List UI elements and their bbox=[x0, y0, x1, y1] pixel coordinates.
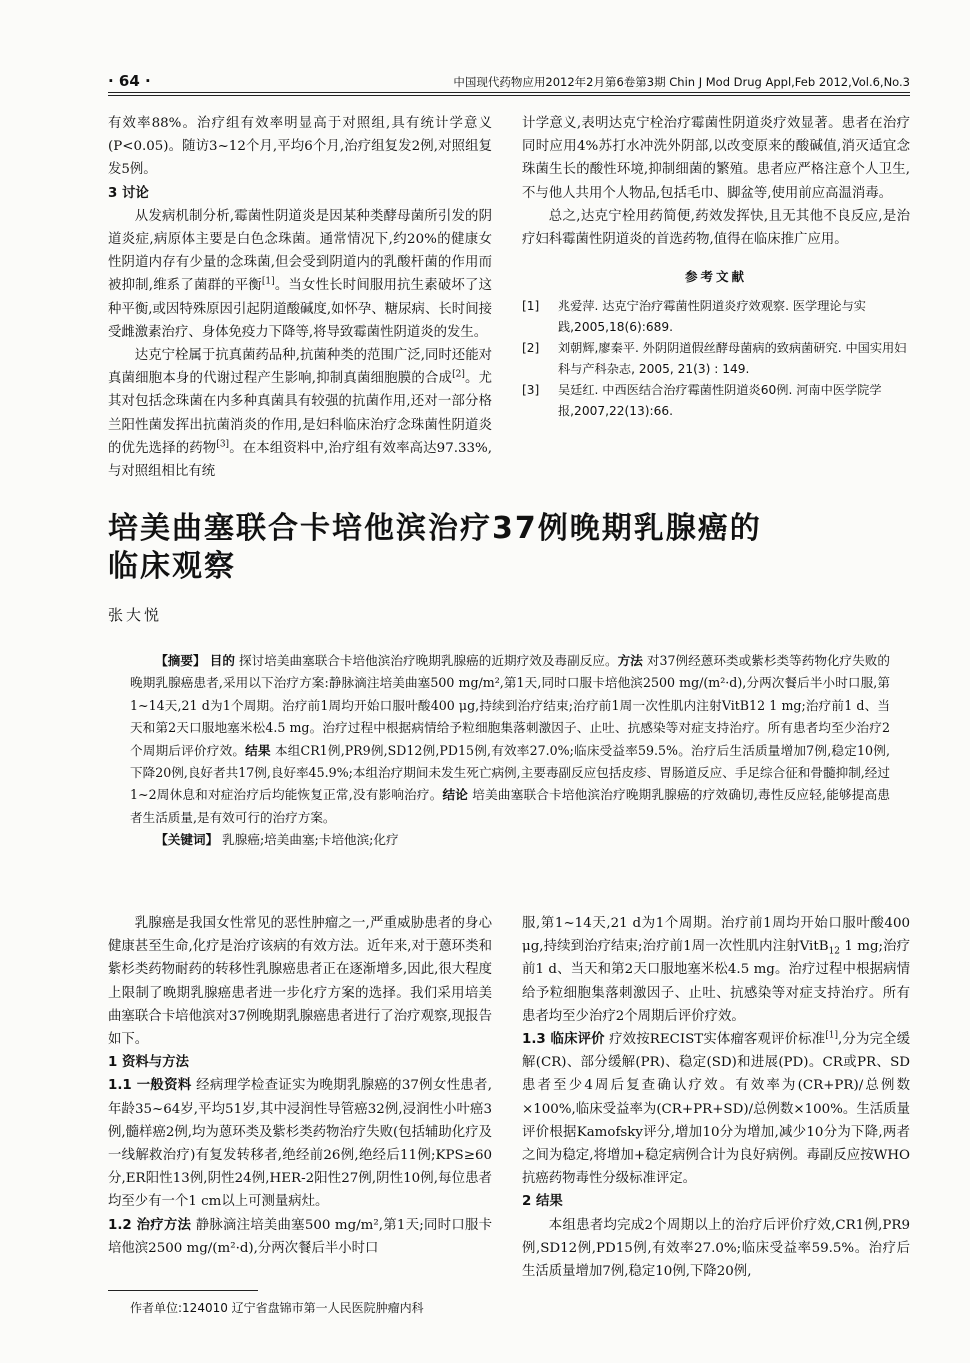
abstract-key: 目的 bbox=[209, 653, 235, 668]
paragraph: 1.1 一般资料 经病理学检查证实为晚期乳腺癌的37例女性患者,年龄35~64岁,平均51岁,其中浸润性导管癌32例,浸润性小叶癌3例,髓样癌2例,均为蒽环类及紫杉类药物治疗失败(包括辅助化疗及一线解救治疗)有复发转移者,绝经前26例,绝经后11例;KPS≥60分,ER阳性13例,阴性24例,HER-2阳性27例,阴性10例,每位患者均至少有一个1 cm以上可测量病灶。 bbox=[108, 1078, 492, 1210]
footnote-text: 作者单位:124010 辽宁省盘锦市第一人民医院肿瘤内科 bbox=[130, 1301, 424, 1315]
section-heading-methods: 1 资料与方法 bbox=[108, 1055, 189, 1071]
title-line: 临床观察 bbox=[108, 549, 236, 584]
references-list bbox=[522, 296, 910, 422]
paragraph: 达克宁栓属于抗真菌药品种,抗菌种类的范围广泛,同时还能对真菌细胞本身的代谢过程产生影响,抑制真菌细胞膜的合成[2]。尤其对包括念珠菌在内多种真菌具有较强的抗菌作用,还对一部分格兰阳性菌发挥出抗菌消炎的作用,是妇科临床治疗念珠菌性阴道炎的优先选择的药物[3]。在本组资料中,治疗组有效率高达97.33%,与对照组相比有统 bbox=[108, 348, 492, 480]
paragraph: 从发病机制分析,霉菌性阴道炎是因某种类酵母菌所引发的阴道炎症,病原体主要是白色念珠菌。通常情况下,约20%的健康女性阴道内存有少量的念珠菌,但会受到阴道内的乳酸杆菌的作用而被抑制,维系了菌群的平衡[1]。当女性长时间服用抗生素破坏了这种平衡,或因特殊原因引起阴道酸碱度,如怀孕、糖尿病、长时间接受雌激素治疗、身体免疫力下降等,将导致霉菌性阴道炎的发生。 bbox=[108, 208, 492, 340]
reference-item bbox=[522, 380, 910, 422]
citation-ref: [1] bbox=[261, 276, 275, 287]
section-heading-results: 2 结果 bbox=[522, 1194, 563, 1210]
article-title bbox=[108, 510, 910, 586]
reference-number: [2] bbox=[522, 341, 540, 356]
paragraph: 1.3 临床评价 疗效按RECIST实体瘤客观评价标准[1],分为完全缓解(CR)、部分缓解(PR)、稳定(SD)和进展(PD)。CR或PR、SD患者至少4周后复查确认疗效。有效率为(CR+PR)/总例数×100%,临床受益率为(CR+PR+SD)/总例数×100%。生活质量评价根据Kamofsky评分,增加10分为增加,减少10分为下降,两者之间为稳定,将增加+稳定病例合计为良好病例。毒副反应按WHO抗癌药物毒性分级标准评定。 bbox=[522, 1030, 910, 1187]
paragraph: 服,第1~14天,21 d为1个周期。治疗前1周均开始口服叶酸400 μg,持续到治疗结束;治疗前1周一次性肌内注射VitB$_{12}$ 1 mg;治疗前1 d、当天和第2天口服地塞米松4.5 mg。治疗过程中根据病情给予粒细胞集落刺激因子、止吐、抗感染等对症支持治疗。所有患者均至少治疗2个周期后评价疗效。 bbox=[522, 916, 910, 1024]
reference-item bbox=[522, 296, 910, 338]
article-left-column bbox=[108, 912, 492, 1260]
subsection-heading: 1.1 一般资料 bbox=[108, 1078, 192, 1094]
prev-article-left-column bbox=[108, 112, 492, 483]
footnote-rule bbox=[108, 1290, 258, 1291]
abstract bbox=[130, 650, 890, 852]
subscript: 12 bbox=[828, 946, 841, 957]
reference-text: 刘朝辉,廖秦平. 外阴阴道假丝酵母菌病的致病菌研究. 中国实用妇科与产科杂志, 2005, 21(3) : 149. bbox=[558, 341, 907, 377]
article-right-column bbox=[522, 912, 910, 1283]
keywords: 【关键词】 乳腺癌;培美曲塞;卡培他滨;化疗 bbox=[155, 832, 399, 848]
paragraph: 1.2 治疗方法 静脉滴注培美曲塞500 mg/m²,第1天;同时口服卡培他滨2500 mg/(m²·d),分两次餐后半小时口 bbox=[108, 1217, 492, 1256]
prev-article-right-column bbox=[522, 112, 910, 422]
reference-text: 兆爱萍. 达克宁治疗霉菌性阴道炎疗效观察. 医学理论与实践,2005,18(6):689. bbox=[558, 299, 866, 335]
paragraph: 有效率88%。治疗组有效率明显高于对照组,具有统计学意义(P<0.05)。随访3~12个月,平均6个月,治疗组复发2例,对照组复发5例。 bbox=[108, 116, 492, 178]
citation-ref: [2] bbox=[452, 369, 465, 380]
abstract-body: 【摘要】 目的 探讨培美曲塞联合卡培他滨治疗晚期乳腺癌的近期疗效及毒副反应。方法 对37例经蒽环类或紫杉类等药物化疗失败的晚期乳腺癌患者,采用以下治疗方案:静脉滴注培美曲塞500 mg/m²,第1天,同时口服卡培他滨2500 mg/(m²·d),分两次餐后半小时口服,第1~14天,21 d为1个周期。治疗前1周均开始口服叶酸400 μg,持续到治疗结束;治疗前1周一次性肌内注射VitB12 1 mg;治疗前1 d、当天和第2天口服地塞米松4.5 mg。治疗过程中根据病情给予粒细胞集落刺激因子、止吐、抗感染等对症支持治疗。所有患者均至少治疗2个周期后评价疗效。结果 本组CR1例,PR9例,SD12例,PD15例,有效率27.0%;临床受益率59.5%。治疗后生活质量增加7例,稳定10例,下降20例,良好者共17例,良好率45.9%;本组治疗期间未发生死亡病例,主要毒副反应包括皮疹、胃肠道反应、手足综合征和骨髓抑制,经过1~2周休息和对症治疗后均能恢复正常,没有影响治疗。结论 培美曲塞联合卡培他滨治疗晚期乳腺癌的疗效确切,毒性反应轻,能够提高患者生活质量,是有效可行的治疗方案。 bbox=[130, 653, 891, 825]
paragraph: 乳腺癌是我国女性常见的恶性肿瘤之一,严重威胁患者的身心健康甚至生命,化疗是治疗该病的有效方法。近年来,对于蒽环类和紫杉类药物耐药的转移性乳腺癌患者正在逐渐增多,因此,很大程度上限制了晚期乳腺癌患者进一步化疗方案的选择。我们采用培美曲塞联合卡培他滨对37例晚期乳腺癌患者进行了治疗观察,现报告如下。 bbox=[108, 916, 492, 1048]
header-rule-thin bbox=[108, 95, 910, 96]
title-line: 培美曲塞联合卡培他滨治疗37例晚期乳腺癌的 bbox=[108, 511, 762, 546]
reference-item bbox=[522, 338, 910, 380]
journal-page bbox=[108, 0, 910, 1363]
abstract-key: 结论 bbox=[442, 787, 469, 803]
references-heading: 参考文献 bbox=[684, 269, 747, 285]
paragraph: 总之,达克宁栓用药简便,药效发挥快,且无其他不良反应,是治疗妇科霉菌性阴道炎的首选药物,值得在临床推广应用。 bbox=[522, 208, 910, 248]
journal-citation: 中国现代药物应用2012年2月第6卷第3期 Chin J Mod Drug Appl,Feb 2012,Vol.6,No.3 bbox=[453, 75, 910, 89]
reference-number: [3] bbox=[522, 383, 540, 398]
subsection-heading: 1.2 治疗方法 bbox=[108, 1217, 192, 1233]
subsection-heading: 1.3 临床评价 bbox=[522, 1032, 605, 1048]
section-heading-discussion: 3 讨论 bbox=[108, 185, 149, 201]
citation-ref: [3] bbox=[216, 439, 230, 450]
paragraph: 本组患者均完成2个周期以上的治疗后评价疗效,CR1例,PR9例,SD12例,PD15例,有效率27.0%;临床受益率59.5%。治疗后生活质量增加7例,稳定10例,下降20例, bbox=[522, 1217, 910, 1280]
keywords-label: 【关键词】 bbox=[155, 832, 219, 848]
abstract-key: 结果 bbox=[245, 742, 271, 758]
author-name: 张大悦 bbox=[108, 606, 163, 624]
citation-ref: [1] bbox=[825, 1030, 839, 1041]
page-number: · 64 · bbox=[108, 72, 151, 90]
abstract-key: 方法 bbox=[617, 653, 643, 668]
running-header bbox=[108, 70, 910, 96]
author-affiliation-footnote bbox=[108, 1290, 492, 1316]
paragraph: 计学意义,表明达克宁栓治疗霉菌性阴道炎疗效显著。患者在治疗同时应用4%苏打水冲洗外阴部,以改变原来的酸碱值,消灭适宜念珠菌生长的酸性环境,抑制细菌的繁殖。患者应严格注意个人卫生,不与他人共用个人物品,包括毛巾、脚盆等,使用前应高温消毒。 bbox=[522, 116, 910, 201]
reference-number: [1] bbox=[522, 299, 540, 314]
abstract-label: 【摘要】 bbox=[155, 653, 206, 668]
header-rule bbox=[108, 92, 910, 93]
reference-text: 吴廷红. 中西医结合治疗霉菌性阴道炎60例. 河南中医学院学报,2007,22(13):66. bbox=[558, 383, 882, 419]
